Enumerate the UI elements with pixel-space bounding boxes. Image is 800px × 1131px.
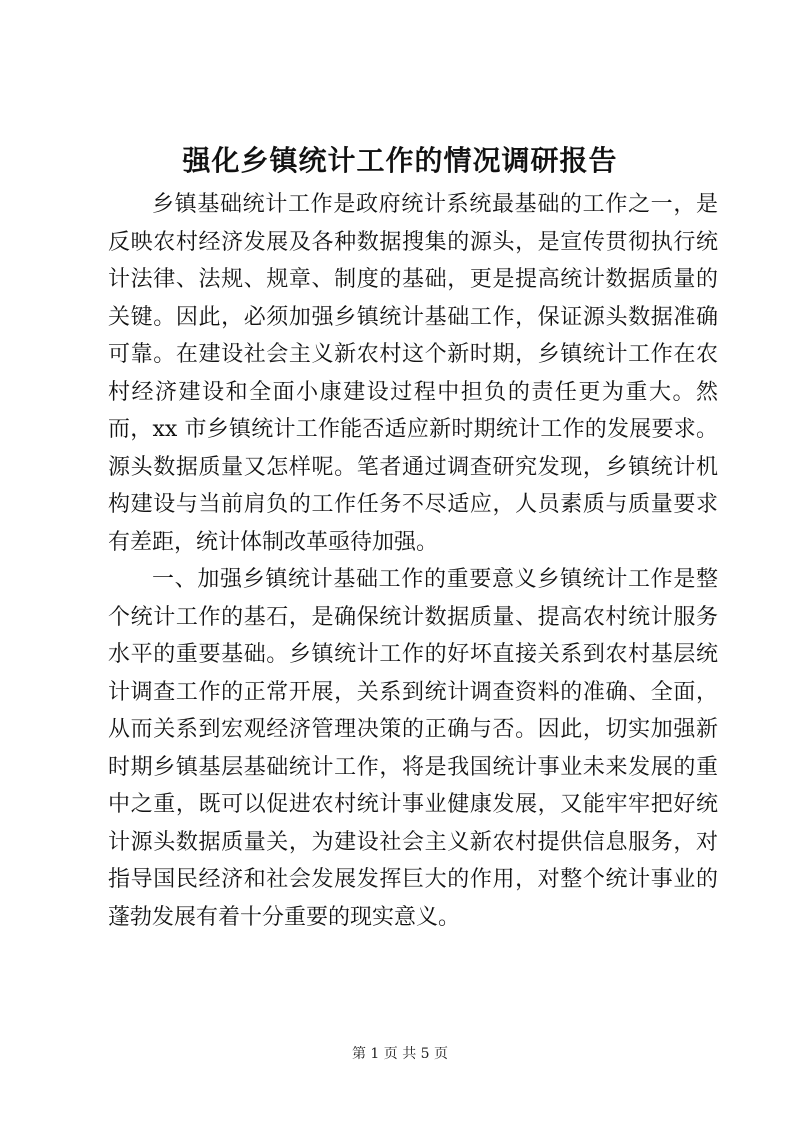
document-body: [108, 186, 718, 936]
paragraph-section-one: 一、加强乡镇统计基础工作的重要意义乡镇统计工作是整个统计工作的基石，是确保统计数据质量、提高农村统计服务水平的重要基础。乡镇统计工作的好坏直接关系到农村基层统计调查工作的正常开展，关系到统计调查资料的准确、全面，从而关系到宏观经济管理决策的正确与否。因此，切实加强新时期乡镇基层基础统计工作，将是我国统计事业未来发展的重中之重，既可以促进农村统计事业健康发展，又能牢牢把好统计源头数据质量关，为建设社会主义新农村提供信息服务，对指导国民经济和社会发展发挥巨大的作用，对整个统计事业的蓬勃发展有着十分重要的现实意义。: [108, 567, 718, 930]
page-number-footer: 第 1 页 共 5 页: [351, 1046, 449, 1062]
paragraph-intro: 乡镇基础统计工作是政府统计系统最基础的工作之一，是反映农村经济发展及各种数据搜集的源头，是宣传贯彻执行统计法律、法规、规章、制度的基础，更是提高统计数据质量的关键。因此，必须加强乡镇统计基础工作，保证源头数据准确可靠。在建设社会主义新农村这个新时期，乡镇统计工作在农村经济建设和全面小康建设过程中担负的责任更为重大。然而，xx 市乡镇统计工作能否适应新时期统计工作的发展要求。源头数据质量又怎样呢。笔者通过调查研究发现，乡镇统计机构建设与当前肩负的工作任务不尽适应，人员素质与质量要求有差距，统计体制改革亟待加强。: [108, 192, 718, 555]
document-title: 强化乡镇统计工作的情况调研报告: [182, 144, 618, 177]
